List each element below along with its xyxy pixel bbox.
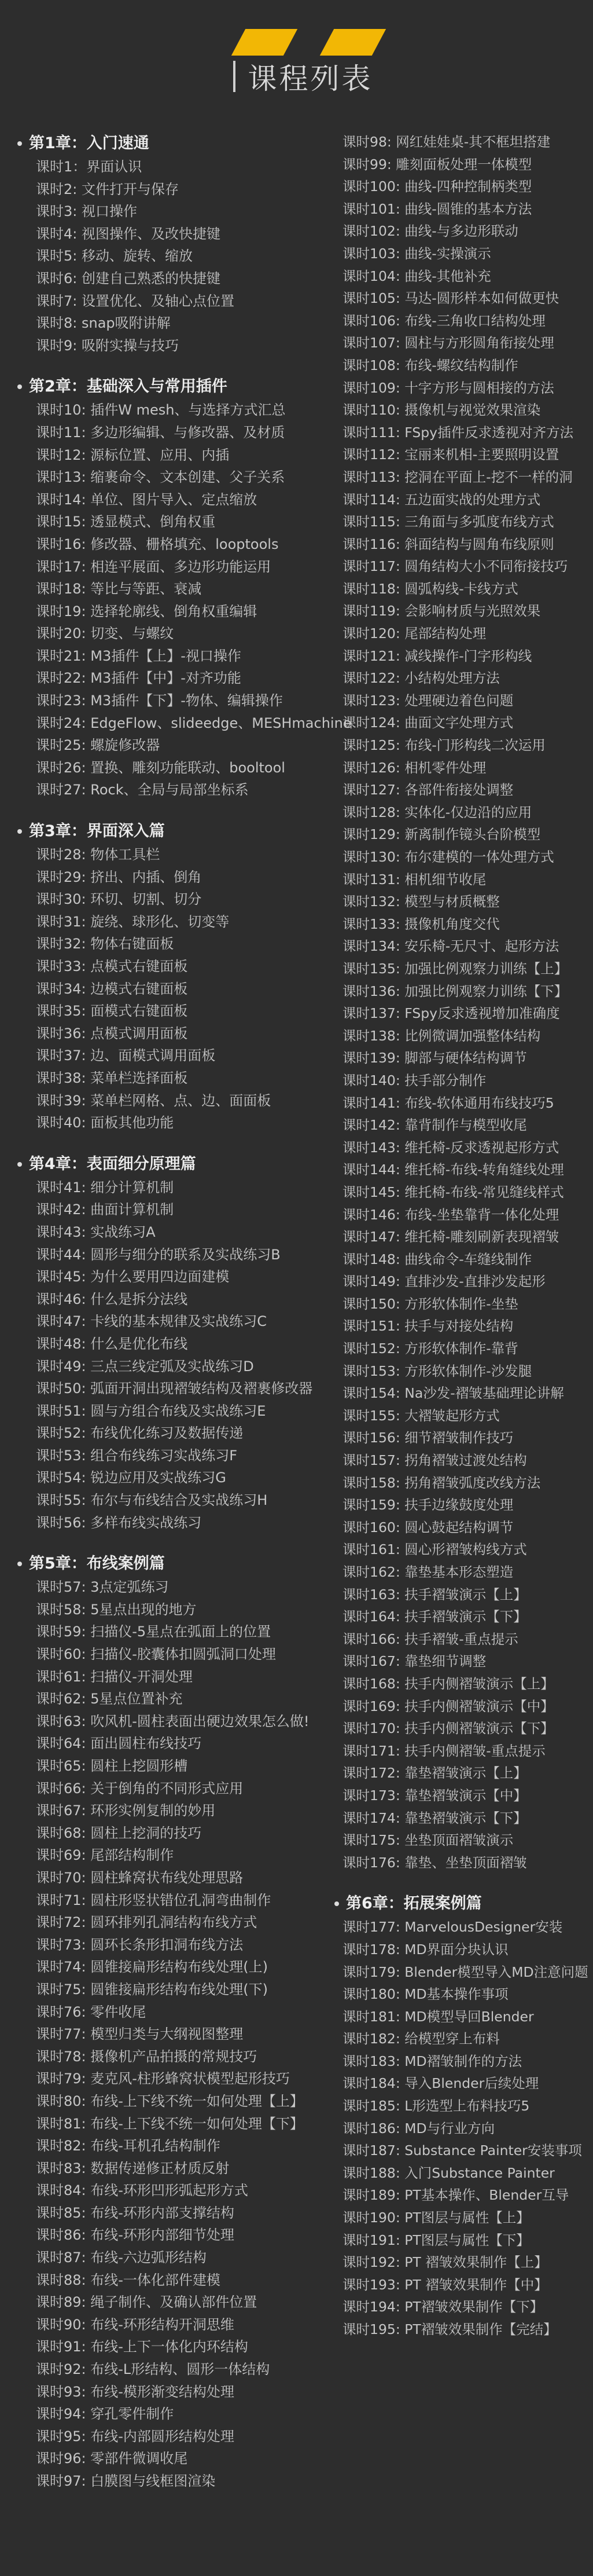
- chapter-title: 第3章：界面深入篇: [29, 822, 165, 841]
- lesson-item: 课时96: 零部件微调收尾: [36, 2450, 188, 2467]
- lesson-item: 课时21: M3插件【上】-视口操作: [36, 647, 241, 664]
- lesson-item: 课时97: 白膜图与线框图渲染: [36, 2473, 216, 2489]
- lesson-item: 课时163: 扶手褶皱演示【上】: [342, 1586, 527, 1603]
- chapter-heading: [13, 1152, 337, 1177]
- bullet-dot-icon: [17, 829, 22, 834]
- lesson-item: 课时66: 关于倒角的不同形式应用: [36, 1780, 244, 1797]
- lesson-item: 课时183: MD褶皱制作的方法: [342, 2053, 522, 2069]
- lesson-item: 课时15: 透显模式、倒角权重: [36, 514, 216, 530]
- lesson-item: 课时105: 马达-圆形样本如何做更快: [342, 290, 559, 307]
- lesson-item: 课时109: 十字方形与圆相接的方法: [342, 379, 554, 396]
- lesson-item: 课时67: 环形实例复制的妙用: [36, 1802, 216, 1819]
- lesson-item: 课时68: 圆柱上挖洞的技巧: [36, 1824, 202, 1841]
- lesson-item: 课时177: MarvelousDesigner安装: [342, 1919, 563, 1936]
- lesson-item: 课时83: 数据传递修正材质反射: [36, 2160, 230, 2176]
- lesson-item: 课时178: MD界面分块认识: [342, 1941, 509, 1958]
- lesson-item: 课时63: 吹风机-圆柱表面出硬边效果怎么做!: [36, 1713, 310, 1729]
- lesson-item: 课时3: 视口操作: [36, 203, 137, 220]
- lesson-item: 课时126: 相机零件处理: [342, 759, 487, 776]
- lesson-item: 课时159: 扶手边缘鼓度处理: [342, 1497, 514, 1514]
- lesson-item: 课时139: 脚部与硬体结构调节: [342, 1050, 527, 1067]
- header: [0, 0, 593, 98]
- lesson-item: 课时156: 细节褶皱制作技巧: [342, 1430, 514, 1446]
- lesson-item: 课时55: 布尔与布线结合及实战练习H: [36, 1492, 268, 1509]
- lesson-item: 课时31: 旋绕、球形化、切变等: [36, 913, 230, 930]
- lesson-item: 课时72: 圆环排列孔洞结构布线方式: [36, 1914, 257, 1931]
- lesson-item: 课时12: 源标位置、应用、内插: [36, 446, 230, 463]
- lesson-item: 课时110: 摄像机与视觉效果渲染: [342, 402, 541, 419]
- lesson-item: 课时70: 圆柱蜂窝状布线处理思路: [36, 1869, 244, 1886]
- lesson-item: 课时127: 各部件衔接处调整: [342, 782, 514, 798]
- lesson-item: 课时74: 圆锥接扁形结构布线处理(上): [36, 1959, 268, 1976]
- bullet-dot-icon: [17, 384, 22, 389]
- lesson-item: 课时60: 扫描仪-胶囊体扣圆弧洞口处理: [36, 1646, 276, 1663]
- lesson-item: 课时155: 大褶皱起形方式: [342, 1407, 500, 1424]
- lesson-item: 课时87: 布线-六边弧形结构: [36, 2249, 207, 2266]
- lesson-item: 课时118: 圆弧构线-卡线方式: [342, 580, 518, 597]
- lesson-item: 课时32: 物体右键面板: [36, 936, 174, 952]
- lesson-item: 课时121: 减线操作-门字形构线: [342, 647, 532, 664]
- lesson-item: 课时142: 靠背制作与模型收尾: [342, 1117, 527, 1134]
- lesson-item: 课时187: Substance Painter安装事项: [342, 2142, 582, 2159]
- lesson-item: 课时164: 扶手褶皱演示【下】: [342, 1608, 527, 1625]
- lesson-item: 课时8: snap吸附讲解: [36, 315, 171, 332]
- lesson-item: 课时134: 安乐椅-无尺寸、起形方法: [342, 938, 559, 955]
- lesson-item: 课时186: MD与行业方向: [342, 2120, 495, 2137]
- lesson-item: 课时184: 导入Blender后续处理: [342, 2075, 539, 2092]
- lesson-item: 课时91: 布线-上下一体化内环结构: [36, 2339, 248, 2355]
- chapter-title: 第5章：布线案例篇: [29, 1555, 165, 1573]
- bullet-dot-icon: [334, 1901, 339, 1906]
- lesson-item: 课时73: 圆环长条形扣洞布线方法: [36, 1936, 244, 1953]
- lesson-item: 课时25: 螺旋修改器: [36, 737, 160, 754]
- lesson-item: 课时93: 布线-模形渐变结构处理: [36, 2383, 234, 2400]
- lesson-item: 课时175: 坐垫顶面褶皱演示: [342, 1832, 514, 1849]
- lesson-item: 课时9: 吸附实操与技巧: [36, 337, 179, 354]
- lesson-item: 课时111: FSpy插件反求透视对齐方法: [342, 424, 574, 441]
- lesson-item: 课时106: 布线-三角收口结构处理: [342, 312, 546, 329]
- lesson-item: 课时168: 扶手内侧褶皱演示【上】: [342, 1675, 554, 1692]
- lesson-item: 课时107: 圆柱与方形圆角衔接处理: [342, 335, 554, 351]
- lesson-item: 课时69: 尾部结构制作: [36, 1847, 174, 1864]
- lesson-item: 课时189: PT基本操作、Blender互导: [342, 2187, 569, 2204]
- lesson-item: 课时180: MD基本操作事项: [342, 1986, 509, 2003]
- lesson-item: 课时144: 维托椅-布线-转角缝线处理: [342, 1161, 564, 1178]
- lesson-item: 课时56: 多样布线实战练习: [36, 1514, 202, 1531]
- lesson-item: 课时47: 卡线的基本规律及实战练习C: [36, 1313, 267, 1330]
- lesson-item: 课时71: 圆柱形竖状错位孔洞弯曲制作: [36, 1892, 271, 1908]
- lesson-item: 课时166: 扶手褶皱-重点提示: [342, 1630, 518, 1647]
- lesson-item: 课时113: 挖洞在平面上-挖不一样的洞: [342, 468, 573, 485]
- lesson-item: 课时174: 靠垫褶皱演示【下】: [342, 1809, 527, 1826]
- lesson-item: 课时82: 布线-耳机孔结构制作: [36, 2138, 220, 2154]
- lesson-item: 课时102: 曲线-与多边形联动: [342, 223, 518, 240]
- lesson-item: 课时122: 小结构处理方法: [342, 670, 500, 687]
- lesson-item: 课时10: 插件W mesh、与选择方式汇总: [36, 402, 286, 419]
- lesson-item: 课时48: 什么是优化布线: [36, 1335, 188, 1352]
- lesson-item: 课时45: 为什么要用四边面建模: [36, 1269, 230, 1285]
- lesson-item: 课时140: 扶手部分制作: [342, 1072, 487, 1089]
- title-wrap: [0, 56, 593, 97]
- lesson-item: 课时128: 实体化-仅边沿的应用: [342, 804, 532, 820]
- lesson-item: 课时117: 圆角结构大小不同衔接技巧: [342, 558, 568, 575]
- lesson-item: 课时123: 处理硬边着色问题: [342, 692, 514, 709]
- lesson-item: 课时33: 点模式右键面板: [36, 958, 188, 974]
- lesson-item: 课时44: 圆形与细分的联系及实战练习B: [36, 1246, 281, 1263]
- right-column: [330, 131, 588, 2341]
- lesson-item: 课时24: EdgeFlow、slideedge、MESHmachine: [36, 714, 352, 731]
- lesson-item: 课时158: 拐角褶皱弧度改线方法: [342, 1474, 541, 1491]
- lesson-item: 课时80: 布线-上下线不统一如何处理【上】: [36, 2093, 304, 2109]
- lesson-item: 课时35: 面模式右键面板: [36, 1003, 188, 1020]
- lesson-item: 课时143: 维托椅-反求透视起形方式: [342, 1139, 559, 1156]
- lesson-item: 课时136: 加强比例观察力训练【下】: [342, 983, 568, 999]
- lesson-item: 课时18: 等比与等距、衰减: [36, 581, 202, 598]
- lesson-item: 课时37: 边、面模式调用面板: [36, 1047, 216, 1064]
- lesson-item: 课时90: 布线-环形结构开洞思维: [36, 2316, 234, 2333]
- lesson-item: 课时161: 圆心形褶皱构线方式: [342, 1541, 527, 1558]
- lesson-item: 课时40: 面板其他功能: [36, 1115, 174, 1131]
- lesson-item: 课时16: 修改器、栅格填充、looptools: [36, 536, 279, 552]
- lesson-item: 课时149: 直排沙发-直排沙发起形: [342, 1273, 546, 1290]
- chapter-title: 第6章：拓展案例篇: [346, 1895, 482, 1913]
- lesson-item: 课时171: 扶手内侧褶皱-重点提示: [342, 1742, 546, 1759]
- lesson-item: 课时76: 零件收尾: [36, 2003, 146, 2020]
- lesson-item: 课时94: 穿孔零件制作: [36, 2406, 174, 2423]
- lesson-item: 课时182: 给模型穿上布料: [342, 2031, 500, 2047]
- lesson-item: 课时36: 点模式调用面板: [36, 1025, 188, 1042]
- lesson-item: 课时27: Rock、全局与局部坐标系: [36, 782, 249, 798]
- accent-shape-right: [320, 29, 386, 56]
- lesson-item: 课时42: 曲面计算机制: [36, 1201, 174, 1218]
- lesson-item: 课时103: 曲线-实操演示: [342, 245, 491, 262]
- lesson-item: 课时179: Blender模型导入MD注意问题: [342, 1963, 588, 1980]
- lesson-item: 课时30: 环切、切割、切分: [36, 891, 202, 908]
- lesson-item: 课时49: 三点三线定弧及实战练习D: [36, 1358, 254, 1375]
- lesson-item: 课时58: 5星点出现的地方: [36, 1601, 197, 1618]
- lesson-item: 课时39: 菜单栏网格、点、边、面面板: [36, 1092, 271, 1109]
- lesson-item: 课时188: 入门Substance Painter: [342, 2164, 555, 2181]
- chapter-title: 第2章：基础深入与常用插件: [29, 378, 227, 396]
- lesson-item: 课时120: 尾部结构处理: [342, 625, 487, 642]
- lesson-item: 课时98: 网红娃娃桌-其不框坦搭建: [342, 134, 551, 150]
- lesson-item: 课时41: 细分计算机制: [36, 1179, 174, 1196]
- lesson-item: 课时162: 靠垫基本形态塑造: [342, 1564, 514, 1580]
- lesson-item: 课时4: 视图操作、及改快捷键: [36, 225, 220, 242]
- lesson-item: 课时5: 移动、旋转、缩放: [36, 248, 193, 265]
- lesson-item: 课时125: 布线-门形构线二次运用: [342, 737, 546, 754]
- lesson-item: 课时13: 缩裹命令、文本创建、父子关系: [36, 469, 285, 486]
- lesson-item: 课时89: 绳子制作、及确认部件位置: [36, 2294, 257, 2311]
- lesson-item: 课时7: 设置优化、及轴心点位置: [36, 292, 234, 309]
- lesson-item: 课时65: 圆柱上挖圆形槽: [36, 1758, 188, 1774]
- lesson-item: 课时145: 维托椅-布线-常见缝线样式: [342, 1183, 564, 1200]
- lesson-item: 课时101: 曲线-圆锥的基本方法: [342, 200, 532, 217]
- lesson-item: 课时133: 摄像机角度交代: [342, 915, 500, 932]
- lesson-item: 课时167: 靠垫细节调整: [342, 1653, 487, 1670]
- lesson-item: 课时92: 布线-L形结构、圆形一体结构: [36, 2361, 270, 2378]
- lesson-item: 课时151: 扶手与对接处结构: [342, 1318, 514, 1335]
- lesson-item: 课时11: 多边形编辑、与修改器、及材质: [36, 424, 285, 441]
- lesson-item: 课时88: 布线-一体化部件建模: [36, 2271, 220, 2288]
- lesson-item: 课时173: 靠垫褶皱演示【中】: [342, 1787, 527, 1804]
- lesson-item: 课时95: 布线-内部圆形结构处理: [36, 2428, 234, 2445]
- lesson-item: 课时6: 创建自己熟悉的快捷键: [36, 270, 220, 287]
- lesson-item: 课时23: M3插件【下】-物体、编辑操作: [36, 692, 283, 709]
- lesson-item: 课时46: 什么是拆分法线: [36, 1291, 188, 1307]
- lesson-item: 课时185: L形选型上布料技巧5: [342, 2098, 530, 2115]
- title-divider-left: [233, 61, 235, 92]
- bullet-dot-icon: [17, 141, 22, 146]
- lesson-item: 课时51: 圆与方组合布线及实战练习E: [36, 1402, 266, 1419]
- lesson-item: 课时85: 布线-环形内部支撑结构: [36, 2204, 234, 2221]
- lesson-item: 课时14: 单位、图片导入、定点缩放: [36, 491, 257, 508]
- lesson-item: 课时78: 摄像机产品拍摄的常规技巧: [36, 2048, 257, 2065]
- lesson-item: 课时172: 靠垫褶皱演示【上】: [342, 1765, 527, 1782]
- lesson-item: 课时193: PT 褶皱效果制作【中】: [342, 2276, 548, 2293]
- lesson-item: 课时75: 圆锥接扁形结构布线处理(下): [36, 1981, 268, 1998]
- lesson-item: 课时59: 扫描仪-5星点在弧面上的位置: [36, 1624, 271, 1640]
- lesson-item: 课时194: PT褶皱效果制作【下】: [342, 2299, 544, 2315]
- page-title: 课程列表: [248, 62, 373, 96]
- chapter-heading: [13, 819, 337, 844]
- lesson-item: 课时169: 扶手内侧褶皱演示【中】: [342, 1698, 554, 1714]
- chapter-title: 第1章：入门速通: [29, 134, 149, 152]
- lesson-item: 课时108: 布线-螺纹结构制作: [342, 357, 518, 373]
- lesson-item: 课时29: 挤出、内插、倒角: [36, 869, 202, 885]
- lesson-item: 课时54: 锐边应用及实战练习G: [36, 1470, 226, 1486]
- lesson-item: 课时129: 新离制作镜头台阶模型: [342, 826, 541, 843]
- lesson-item: 课时146: 布线-坐垫靠背一体化处理: [342, 1206, 559, 1223]
- lesson-item: 课时114: 五边面实战的处理方式: [342, 491, 541, 508]
- lesson-item: 课时81: 布线-上下线不统一如何处理【下】: [36, 2115, 304, 2132]
- lesson-item: 课时19: 选择轮廓线、倒角权重编辑: [36, 603, 257, 620]
- lesson-item: 课时43: 实战练习A: [36, 1223, 156, 1240]
- lesson-item: 课时104: 曲线-其他补充: [342, 268, 491, 284]
- lesson-item: 课时132: 模型与材质概整: [342, 893, 500, 910]
- lesson-item: 课时77: 模型归类与大纲视图整理: [36, 2026, 244, 2043]
- chapter-heading: [13, 374, 337, 399]
- lesson-item: 课时112: 宝丽来机相-主要照明设置: [342, 446, 559, 463]
- lesson-item: 课时181: MD模型导回Blender: [342, 2008, 534, 2025]
- lesson-item: 课时53: 组合布线练习实战练习F: [36, 1447, 238, 1464]
- lesson-item: 课时38: 菜单栏选择面板: [36, 1069, 188, 1086]
- lesson-item: 课时1：界面认识: [36, 159, 142, 175]
- lesson-item: 课时28: 物体工具栏: [36, 847, 160, 863]
- lesson-item: 课时195: PT褶皱效果制作【完结】: [342, 2321, 557, 2337]
- lesson-item: 课时116: 斜面结构与圆角布线原则: [342, 536, 554, 552]
- bullet-dot-icon: [17, 1562, 22, 1566]
- lesson-item: 课时152: 方形软体制作-靠背: [342, 1340, 518, 1357]
- lesson-item: 课时57: 3点定弧练习: [36, 1579, 169, 1596]
- lesson-item: 课时26: 置换、雕刻功能联动、booltool: [36, 759, 285, 776]
- lesson-item: 课时170: 扶手内侧褶皱演示【下】: [342, 1720, 554, 1737]
- lesson-item: 课时17: 相连平展面、多边形功能运用: [36, 558, 271, 575]
- lesson-item: 课时148: 曲线命令-车缝线制作: [342, 1251, 532, 1267]
- lesson-item: 课时135: 加强比例观察力训练【上】: [342, 960, 568, 977]
- lesson-item: 课时130: 布尔建模的一体处理方式: [342, 849, 554, 865]
- lesson-item: 课时191: PT图层与属性【下】: [342, 2231, 530, 2248]
- lesson-item: 课时99: 雕刻面板处理一体模型: [342, 156, 532, 173]
- lesson-item: 课时192: PT 褶皱效果制作【上】: [342, 2254, 548, 2271]
- lesson-item: 课时160: 圆心鼓起结构调节: [342, 1519, 514, 1536]
- accent-shape-left: [231, 29, 297, 56]
- lesson-item: 课时138: 比例微调加强整体结构: [342, 1027, 541, 1044]
- lesson-item: 课时141: 布线-软体通用布线技巧5: [342, 1094, 554, 1111]
- lesson-item: 课时115: 三角面与多弧度布线方式: [342, 514, 554, 530]
- lesson-item: 课时100: 曲线-四种控制柄类型: [342, 178, 532, 195]
- lesson-item: 课时50: 弧面开洞出现褶皱结构及褶裹修改器: [36, 1380, 313, 1397]
- lesson-item: 课时61: 扫描仪-开洞处理: [36, 1668, 193, 1685]
- lesson-item: 课时176: 靠垫、坐垫顶面褶皱: [342, 1854, 527, 1871]
- lesson-item: 课时150: 方形软体制作-坐垫: [342, 1295, 518, 1312]
- chapter-heading: [330, 1891, 584, 1916]
- lesson-item: 课时153: 方形软体制作-沙发腿: [342, 1362, 532, 1379]
- lesson-item: 课时124: 曲面文字处理方式: [342, 714, 514, 731]
- lesson-item: 课时190: PT图层与属性【上】: [342, 2209, 530, 2226]
- lesson-item: 课时2: 文件打开与保存: [36, 181, 179, 197]
- lesson-item: 课时52: 布线优化练习及数据传递: [36, 1425, 244, 1442]
- lesson-item: 课时64: 面出圆柱布线技巧: [36, 1735, 202, 1752]
- lesson-item: 课时84: 布线-环形凹形弧起形方式: [36, 2182, 248, 2199]
- chapter-title: 第4章：表面细分原理篇: [29, 1155, 196, 1173]
- lesson-item: 课时137: FSpy反求透视增加准确度: [342, 1005, 560, 1022]
- chapter-heading: [13, 1551, 337, 1576]
- lesson-item: 课时86: 布线-环形内部细节处理: [36, 2227, 234, 2244]
- lesson-item: 课时22: M3插件【中】-对齐功能: [36, 670, 241, 687]
- lesson-item: 课时79: 麦克风-柱形蜂窝状模型起形技巧: [36, 2071, 290, 2087]
- lesson-item: 课时20: 切变、与螺纹: [36, 625, 174, 642]
- lesson-item: 课时34: 边模式右键面板: [36, 980, 188, 997]
- left-column: [13, 131, 352, 2493]
- lesson-item: 课时157: 拐角褶皱过渡处结构: [342, 1452, 527, 1469]
- lesson-item: 课时62: 5星点位置补充: [36, 1691, 183, 1707]
- lesson-item: 课时131: 相机细节收尾: [342, 871, 487, 888]
- bullet-dot-icon: [17, 1162, 22, 1167]
- lesson-item: 课时119: 会影响材质与光照效果: [342, 603, 541, 620]
- chapter-heading: [13, 131, 337, 156]
- lesson-item: 课时154: Na沙发-褶皱基础理论讲解: [342, 1385, 564, 1402]
- lesson-item: 课时147: 维托椅-雕刻刷新表现褶皱: [342, 1229, 559, 1245]
